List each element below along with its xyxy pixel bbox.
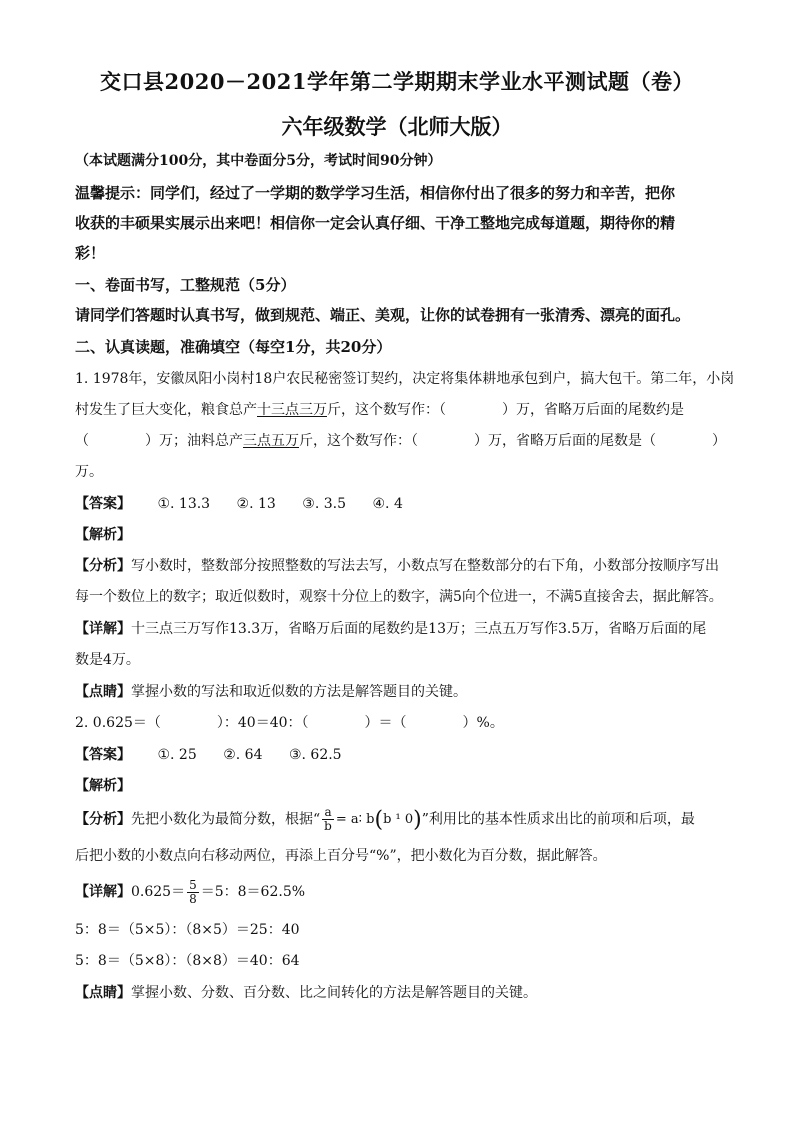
answer-mark: ①. <box>157 747 175 763</box>
fenxi-text-b: ”利用比的基本性质求出比的前项和后项，最 <box>421 811 695 828</box>
q1-line-1: 1. 1978年，安徽凤阳小岗村18户农民秘密签订契约，决定将集体耕地承包到户，搞大包干。第二年，小岗 <box>75 371 735 387</box>
formula-condition: b ¹ 0 <box>383 811 414 827</box>
answer-item <box>302 494 346 514</box>
q2-calc-2: 5：8＝（5×8）：（8×8）＝40：64 <box>75 953 300 969</box>
answer-value: 4 <box>393 496 403 512</box>
answer-item <box>157 494 210 514</box>
q1-line-4: 万。 <box>75 464 103 480</box>
answer-value: 25 <box>178 747 197 763</box>
fenxi-text-a: 先把小数化为最简分数，根据“ <box>131 811 321 828</box>
dianjing-tag: 【点睛】 <box>75 684 131 700</box>
dianjing-text: 掌握小数的写法和取近似数的方法是解答题目的关键。 <box>131 684 467 700</box>
answer-value: 13.3 <box>178 496 211 512</box>
q2-fenxi-line-1 <box>75 806 735 834</box>
answer-tag: 【答案】 <box>75 747 131 763</box>
answer-item <box>372 494 402 514</box>
answer-mark: ②. <box>223 747 241 763</box>
formula-fraction <box>322 806 334 833</box>
answer-mark: ③. <box>288 747 306 763</box>
analysis-tag: 【解析】 <box>75 527 131 543</box>
q1-underlined-number-1: 十三点三万 <box>257 402 327 418</box>
section2-heading: 二、认真读题，准确填空（每空1分，共20分） <box>75 338 392 356</box>
answer-item <box>237 494 276 514</box>
q1-dianjing <box>75 682 735 702</box>
xiangjie-numerator: 5 <box>189 877 197 892</box>
formula-paren-open: ( <box>374 807 384 833</box>
answer-value: 64 <box>244 747 263 763</box>
q1-line-3-a: （ ）万；油料总产 <box>75 433 243 449</box>
q2-dianjing <box>75 983 735 1003</box>
formula-numerator: a <box>322 806 334 820</box>
section1-heading: 一、卷面书写，工整规范（5分） <box>75 276 296 294</box>
answer-item <box>157 745 196 765</box>
xiangjie-text-b: ＝5：8＝62.5% <box>200 884 306 900</box>
q2-calc-1: 5：8＝（5×5）：（8×5）＝25：40 <box>75 922 300 938</box>
q1-line-2-a: 村发生了巨大变化，粮食总产 <box>75 402 257 418</box>
tip-line-2: 收获的丰硕果实展示出来吧！相信你一定会认真仔细、干净工整地完成每道题，期待你的精 <box>75 214 676 232</box>
analysis-tag: 【解析】 <box>75 778 131 794</box>
answer-value: 3.5 <box>323 496 347 512</box>
answer-value: 62.5 <box>310 747 342 763</box>
fenxi-tag: 【分析】 <box>75 811 131 828</box>
q1-line-3-b: 斤，这个数写作：（ ）万，省略万后面的尾数是（ ） <box>299 433 726 449</box>
xiangjie-tag: 【详解】 <box>75 621 131 637</box>
answer-mark: ②. <box>236 496 254 512</box>
answer-tag: 【答案】 <box>75 496 131 512</box>
answer-mark: ①. <box>157 496 175 512</box>
dianjing-text: 掌握小数、分数、百分数、比之间转化的方法是解答题目的关键。 <box>131 985 537 1001</box>
answer-mark: ③. <box>302 496 320 512</box>
q1-underlined-number-2: 三点五万 <box>243 433 299 449</box>
q2-question: 2. 0.625＝（ ）：40＝40：（ ）＝（ ）%。 <box>75 715 504 731</box>
formula-ratio: = a∶ b <box>335 811 375 827</box>
section1-text: 请同学们答题时认真书写，做到规范、端正、美观，让你的试卷拥有一张清秀、漂亮的面孔。 <box>75 306 691 324</box>
q1-line-3 <box>75 431 735 451</box>
answer-value: 13 <box>258 496 276 512</box>
q2-answer-row <box>75 745 735 765</box>
tip-line-3: 彩！ <box>75 244 106 262</box>
page-title: 交口县2020－2021学年第二学期期末学业水平测试题（卷） <box>100 69 694 94</box>
dianjing-tag: 【点睛】 <box>75 985 131 1001</box>
page-subtitle: 六年级数学（北师大版） <box>281 114 513 139</box>
q1-fenxi-line-1 <box>75 556 735 576</box>
exam-note: （本试题满分100分，其中卷面分5分，考试时间90分钟） <box>75 153 442 169</box>
xiangjie-text: 十三点三万写作13.3万，省略万后面的尾数约是13万；三点五万写作3.5万，省略万后面的尾 <box>131 621 707 637</box>
formula-paren-close: ) <box>413 807 422 833</box>
q1-xiangjie-line-2: 数是4万。 <box>75 652 140 668</box>
tip-line-1: 温馨提示：同学们，经过了一学期的数学学习生活，相信你付出了很多的努力和辛苦，把你 <box>75 184 676 202</box>
q1-fenxi-line-2: 每一个数位上的数字；取近似数时，观察十分位上的数字，满5向个位进一，不满5直接舍去，据此解答。 <box>75 589 723 605</box>
formula-denominator: b <box>324 819 332 833</box>
xiangjie-tag: 【详解】 <box>75 884 131 900</box>
q1-answer-row <box>75 494 735 514</box>
answer-item <box>223 745 262 765</box>
answer-mark: ④. <box>372 496 390 512</box>
q1-line-2-b: 斤，这个数写作：（ ）万，省略万后面的尾数约是 <box>327 402 684 418</box>
fenxi-tag: 【分析】 <box>75 558 131 574</box>
xiangjie-fraction <box>187 879 199 906</box>
answer-item <box>289 745 342 765</box>
q1-xiangjie-line-1 <box>75 619 735 639</box>
q2-fenxi-line-2: 后把小数的小数点向右移动两位，再添上百分号“%”，把小数化为百分数，据此解答。 <box>75 848 607 864</box>
q1-line-2 <box>75 400 735 420</box>
xiangjie-text-a: 0.625＝ <box>131 884 186 900</box>
xiangjie-denominator: 8 <box>189 891 197 906</box>
q2-xiangjie-line <box>75 878 735 906</box>
fenxi-text: 写小数时，整数部分按照整数的写法去写，小数点写在整数部分的右下角，小数部分按顺序写出 <box>131 558 719 574</box>
